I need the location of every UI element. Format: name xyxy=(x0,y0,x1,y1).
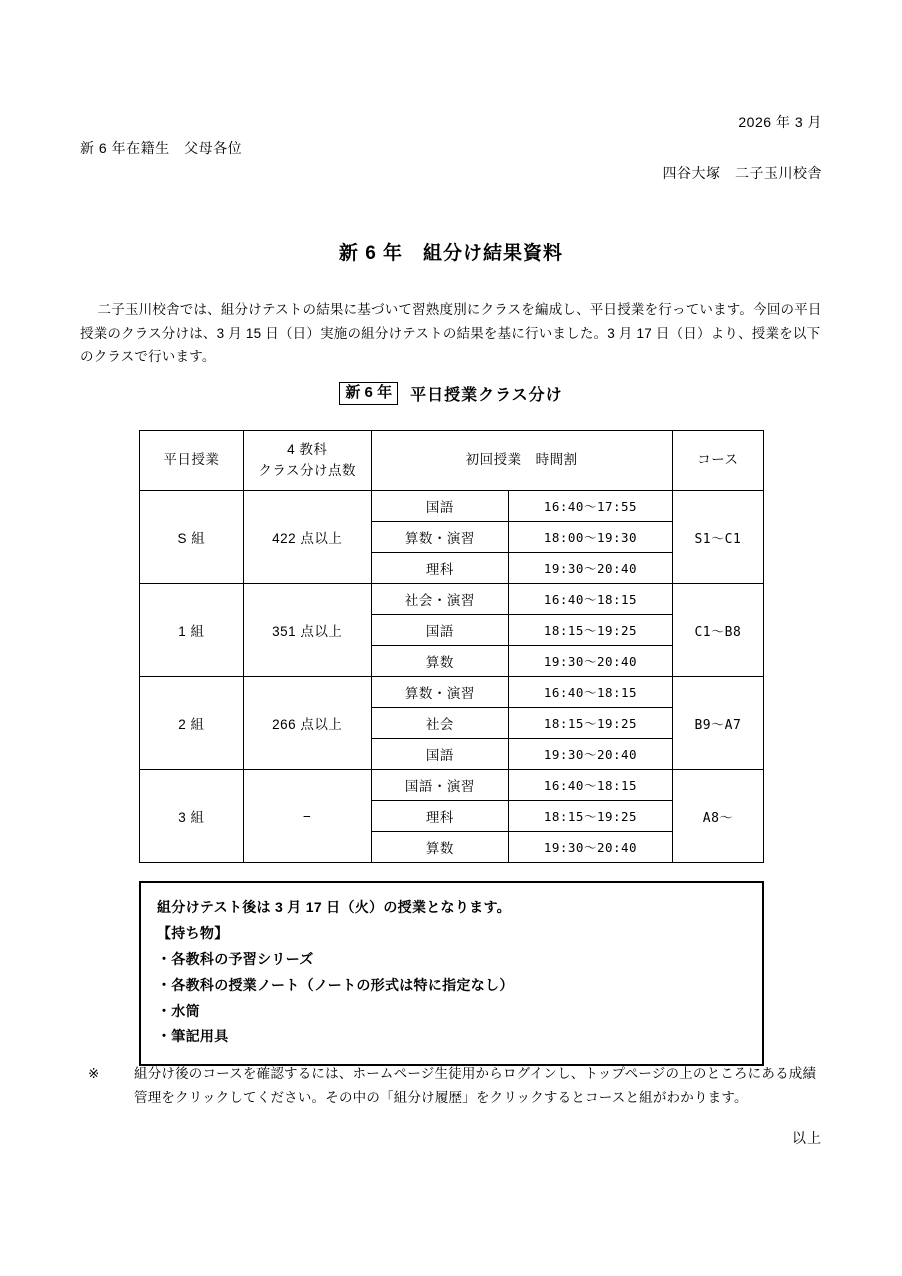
session-time: 16:40〜18:15 xyxy=(509,677,673,708)
session-subject: 社会・演習 xyxy=(371,584,509,615)
session-time: 19:30〜20:40 xyxy=(509,553,673,584)
session-subject: 算数 xyxy=(371,646,509,677)
session-time: 18:15〜19:25 xyxy=(509,615,673,646)
class-course: S1〜C1 xyxy=(672,491,763,584)
class-score: − xyxy=(243,770,371,863)
notice-line-1: 組分けテスト後は 3 月 17 日（火）の授業となります。 xyxy=(157,899,511,915)
table-row xyxy=(140,677,764,708)
session-subject: 国語・演習 xyxy=(371,770,509,801)
footnote xyxy=(88,1062,828,1109)
session-time: 19:30〜20:40 xyxy=(509,832,673,863)
header-score-line2: クラス分け点数 xyxy=(258,462,356,478)
session-subject: 理科 xyxy=(371,801,509,832)
section-subtitle xyxy=(0,382,902,405)
table-row xyxy=(140,770,764,801)
notice-line-4: ・各教科の授業ノート（ノートの形式は特に指定なし） xyxy=(157,976,514,993)
session-subject: 国語 xyxy=(371,615,509,646)
header-course: コース xyxy=(672,431,763,491)
class-name: 1 組 xyxy=(140,584,244,677)
session-time: 18:15〜19:25 xyxy=(509,708,673,739)
class-name: 2 組 xyxy=(140,677,244,770)
session-time: 16:40〜18:15 xyxy=(509,584,673,615)
session-time: 18:00〜19:30 xyxy=(509,522,673,553)
notice-line-6: ・筆記用具 xyxy=(157,1028,229,1045)
class-name: 3 組 xyxy=(140,770,244,863)
class-name: S 組 xyxy=(140,491,244,584)
notice-line-3: ・各教科の予習シリーズ xyxy=(157,950,314,967)
footnote-mark: ※ xyxy=(88,1066,100,1081)
table-row xyxy=(140,584,764,615)
class-score: 351 点以上 xyxy=(243,584,371,677)
class-course: A8〜 xyxy=(672,770,763,863)
notice-line-5: ・水筒 xyxy=(157,1002,200,1019)
closing-text: 以上 xyxy=(792,1130,822,1146)
session-time: 19:30〜20:40 xyxy=(509,646,673,677)
intro-paragraph xyxy=(80,298,822,369)
class-course: B9〜A7 xyxy=(672,677,763,770)
session-subject: 算数・演習 xyxy=(371,677,509,708)
session-subject: 算数 xyxy=(371,832,509,863)
notice-line-2: 【持ち物】 xyxy=(157,924,229,941)
class-score: 266 点以上 xyxy=(243,677,371,770)
class-schedule-table xyxy=(139,430,764,863)
session-time: 18:15〜19:25 xyxy=(509,801,673,832)
table-header-row xyxy=(140,431,764,491)
session-time: 19:30〜20:40 xyxy=(509,739,673,770)
subtitle-label: 平日授業クラス分け xyxy=(410,387,563,404)
table-row xyxy=(140,491,764,522)
document-sender: 四谷大塚 二子玉川校舎 xyxy=(662,165,822,181)
subtitle-grade-box: 新 6 年 xyxy=(339,382,398,405)
session-time: 16:40〜18:15 xyxy=(509,770,673,801)
session-subject: 国語 xyxy=(371,739,509,770)
page-title: 新 6 年 組分け結果資料 xyxy=(338,243,564,264)
header-schedule: 初回授業 時間割 xyxy=(371,431,672,491)
class-score: 422 点以上 xyxy=(243,491,371,584)
session-subject: 算数・演習 xyxy=(371,522,509,553)
document-addressee: 新 6 年在籍生 父母各位 xyxy=(80,140,243,156)
notice-box xyxy=(139,881,764,1066)
session-subject: 理科 xyxy=(371,553,509,584)
intro-text: 二子玉川校舎では、組分けテストの結果に基づいて習熟度別にクラスを編成し、平日授業を行っています。今回の平日授業のクラス分けは、3 月 15 日（日）実施の組分けテストの結果を基に行いました。3 月 17 日（日）より、授業を以下のクラスで行います。 xyxy=(80,302,822,365)
header-weekday-class: 平日授業 xyxy=(140,431,244,491)
document-date: 2026 年 3 月 xyxy=(738,114,822,130)
class-course: C1〜B8 xyxy=(672,584,763,677)
session-subject: 社会 xyxy=(371,708,509,739)
header-score xyxy=(243,431,371,491)
session-subject: 国語 xyxy=(371,491,509,522)
footnote-text: 組分け後のコースを確認するには、ホームページ生徒用からログインし、トップページの上のところにある成績管理をクリックしてください。その中の「組分け履歴」をクリックするとコースと組がわかります。 xyxy=(134,1066,817,1105)
session-time: 16:40〜17:55 xyxy=(509,491,673,522)
header-score-line1: 4 教科 xyxy=(287,442,328,458)
